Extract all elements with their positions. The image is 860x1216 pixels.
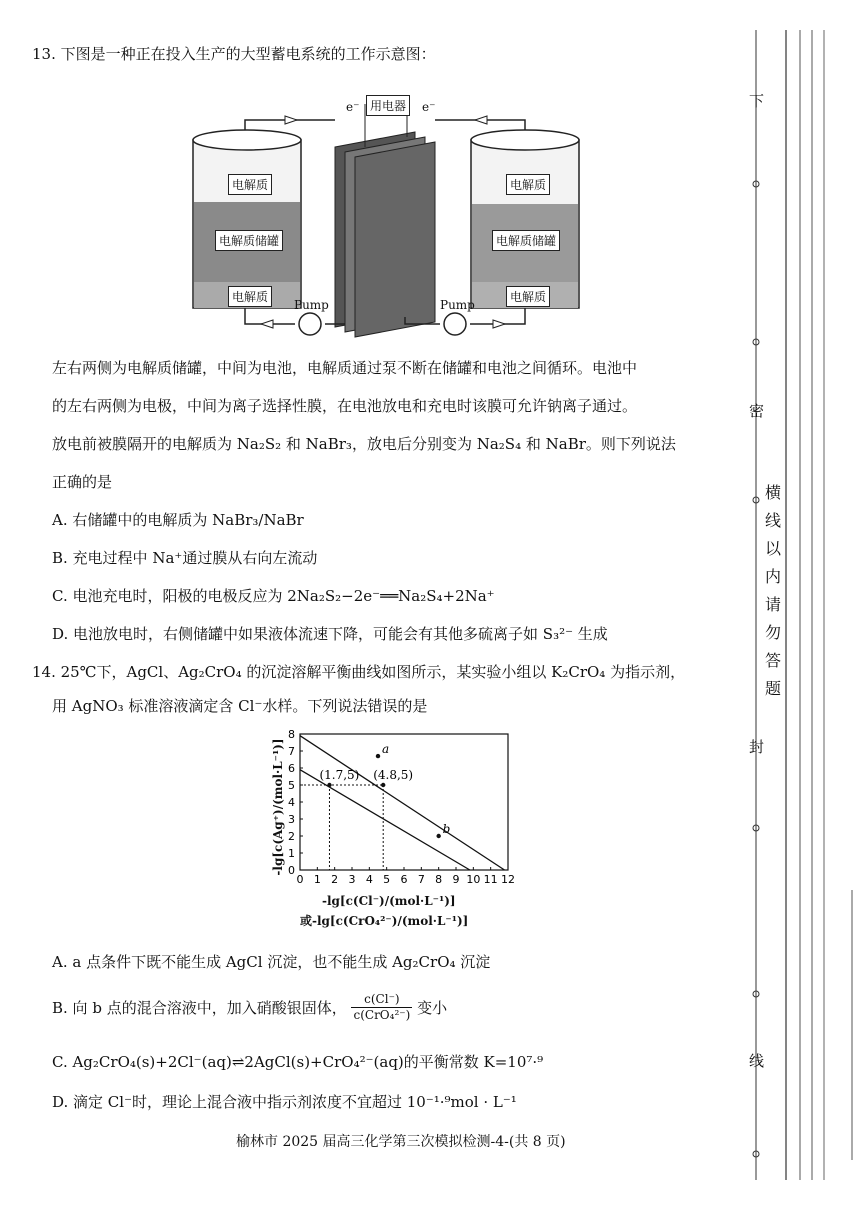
q13-stem: 13. 下图是一种正在投入生产的大型蓄电系统的工作示意图：	[32, 45, 436, 63]
x-tick-label: 0	[296, 873, 304, 886]
left-electrolyte-top: 电解质	[228, 174, 272, 195]
y-tick-label: 3	[288, 813, 295, 826]
fraction-denominator: c(CrO₄²⁻)	[353, 1008, 411, 1022]
x-tick-label: 2	[331, 873, 339, 886]
right-pump-icon	[444, 313, 466, 335]
chart-xlabel-2: 或-lg[c(CrO₄²⁻)/(mol·L⁻¹)]	[300, 914, 469, 928]
q14-option-d: D. 滴定 Cl⁻时，理论上混合液中指示剂浓度不宜超过 10⁻¹·⁹mol · L⁻¹	[52, 1093, 517, 1111]
margin-mark-xian: 线	[749, 1052, 765, 1070]
fraction-numerator: c(Cl⁻)	[351, 992, 412, 1008]
x-tick-label: 5	[383, 873, 391, 886]
page-footer: 榆林市 2025 届高三化学第三次模拟检测-4-(共 8 页)	[236, 1134, 566, 1150]
q13-option-c: C. 电池充电时，阳极的电极反应为 2Na₂S₂−2e⁻══Na₂S₄+2Na⁺	[52, 587, 495, 605]
margin-char: 内	[765, 567, 782, 586]
left-tank-label: 电解质储罐	[215, 230, 283, 251]
y-tick-label: 2	[288, 830, 295, 843]
q14-stem-2: 用 AgNO₃ 标准溶液滴定含 Cl⁻水样。下列说法错误的是	[52, 697, 428, 715]
right-tank-label: 电解质储罐	[492, 230, 560, 251]
chart-ylabel: -lg[c(Ag⁺)/(mol·L⁻¹)]	[271, 738, 285, 876]
margin-char: 勿	[765, 623, 782, 642]
margin-char: 题	[765, 679, 782, 698]
margin-char: 答	[765, 651, 782, 670]
chart-xlabel-1: -lg[c(Cl⁻)/(mol·L⁻¹)]	[322, 894, 456, 908]
left-pump-icon	[299, 313, 321, 335]
q13-para4: 正确的是	[52, 473, 113, 491]
margin-mark-mi: 密	[749, 402, 765, 420]
x-tick-label: 8	[435, 873, 443, 886]
x-tick-label: 12	[501, 873, 515, 886]
y-tick-label: 4	[288, 796, 295, 809]
x-tick-label: 6	[400, 873, 408, 886]
margin-char: 横	[765, 483, 782, 502]
left-electrolyte-bottom: 电解质	[228, 286, 272, 307]
right-pump-label: Pump	[440, 298, 475, 312]
point-label: (4.8,5)	[373, 768, 414, 782]
q13-para3: 放电前被膜隔开的电解质为 Na₂S₂ 和 NaBr₃，放电后分别变为 Na₂S₄ 和 NaBr。则下列说法	[52, 435, 676, 453]
battery-diagram	[185, 92, 605, 352]
electron-left: e⁻	[346, 100, 360, 114]
x-tick-label: 7	[417, 873, 425, 886]
right-electrolyte-top: 电解质	[506, 174, 550, 195]
x-tick-label: 9	[452, 873, 460, 886]
q14-stem-1: 14. 25℃下，AgCl、Ag₂CrO₄ 的沉淀溶解平衡曲线如图所示，某实验小组以 K₂CrO₄ 为指示剂，	[32, 663, 686, 681]
y-tick-label: 5	[288, 779, 295, 792]
x-tick-label: 11	[483, 873, 498, 886]
point-label: b	[442, 822, 451, 836]
electron-right: e⁻	[422, 100, 436, 114]
margin-char: 线	[765, 511, 782, 530]
y-tick-label: 8	[288, 728, 295, 741]
q14-option-b-fraction	[351, 992, 412, 1023]
x-tick-label: 3	[348, 873, 356, 886]
data-point	[381, 783, 385, 787]
q14-option-a: A. a 点条件下既不能生成 AgCl 沉淀，也不能生成 Ag₂CrO₄ 沉淀	[52, 953, 491, 971]
margin-char: 以	[765, 539, 782, 558]
data-point	[436, 834, 440, 838]
q13-option-a: A. 右储罐中的电解质为 NaBr₃/NaBr	[52, 511, 304, 529]
y-tick-label: 0	[288, 864, 295, 877]
y-tick-label: 6	[288, 762, 295, 775]
right-electrolyte-bottom: 电解质	[506, 286, 550, 307]
q14-option-c: C. Ag₂CrO₄(s)+2Cl⁻(aq)⇌2AgCl(s)+CrO₄²⁻(aq)的平衡常数 K=10⁷·⁹	[52, 1053, 544, 1071]
plot-frame	[300, 734, 508, 870]
q14-option-b-pre: B. 向 b 点的混合溶液中，加入硝酸银固体，	[52, 999, 347, 1017]
device-label: 用电器	[366, 95, 410, 116]
q13-option-b: B. 充电过程中 Na⁺通过膜从右向左流动	[52, 549, 318, 567]
q13-para1: 左右两侧为电解质储罐，中间为电池，电解质通过泵不断在储罐和电池之间循环。电池中	[52, 359, 638, 377]
x-tick-label: 4	[365, 873, 373, 886]
margin-char: 请	[765, 595, 782, 614]
q13-option-d: D. 电池放电时，右侧储罐中如果液体流速下降，可能会有其他多硫离子如 S₃²⁻ 生成	[52, 625, 608, 643]
y-tick-label: 1	[288, 847, 295, 860]
left-pump-label: Pump	[294, 298, 329, 312]
margin-mark-feng: 封	[749, 738, 765, 756]
q13-para2: 的左右两侧为电极，中间为离子选择性膜，在电池放电和充电时该膜可允许钠离子通过。	[52, 397, 638, 415]
x-tick-label: 10	[466, 873, 481, 886]
q14-option-b-post: 变小	[417, 999, 448, 1017]
data-point	[376, 754, 380, 758]
y-tick-label: 7	[288, 745, 295, 758]
margin-mark-xia: 下	[749, 92, 765, 110]
point-label: a	[382, 742, 390, 757]
q14-option-b	[52, 992, 447, 1032]
series-line-1	[300, 736, 505, 870]
binding-margin-lines	[740, 30, 858, 1210]
point-label: (1.7,5)	[319, 768, 360, 782]
x-tick-label: 1	[313, 873, 321, 886]
